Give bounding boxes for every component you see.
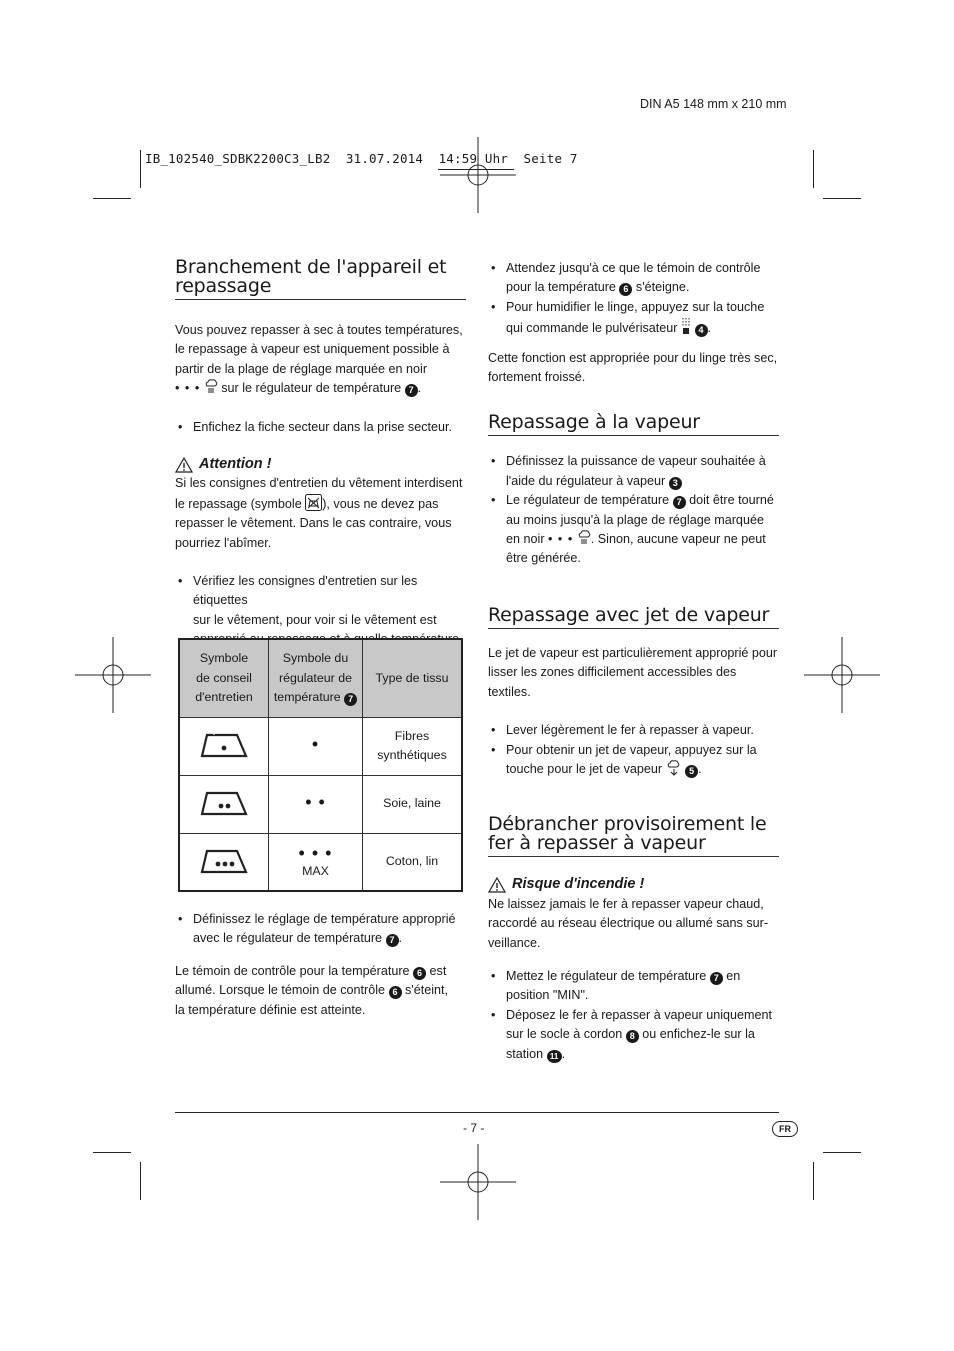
registration-mark-top (440, 137, 516, 213)
bullet-list-plug (175, 418, 466, 437)
iron-one-dot-icon (199, 727, 249, 759)
warning-triangle-icon (175, 457, 193, 473)
table-header-regulator-symbol: Symbole du régulateur de température 7 (269, 639, 363, 717)
warning-triangle-icon (488, 877, 506, 893)
right-column (488, 259, 779, 1064)
crop-mark (93, 198, 131, 199)
spray-icon (681, 317, 691, 335)
list-item: • Définissez la puissance de vapeur souhaitée à l'aide du régulateur à vapeur 3 (488, 452, 779, 491)
ref-number: 7 (673, 496, 686, 509)
table-row: • • • MAX Coton, lin (179, 833, 462, 891)
registration-mark-bottom (440, 1144, 516, 1220)
attention-heading: Attention ! (175, 455, 466, 474)
section-title-debrancher: Débrancher provisoirement le fer à repasser à vapeur (488, 815, 779, 857)
table-row: • Fibres synthétiques (179, 717, 462, 775)
list-item: • Définissez le réglage de température approprié avec le régulateur de température 7 . (175, 910, 466, 949)
list-item: • Pour obtenir un jet de vapeur, appuyez sur la touche pour le jet de vapeur 5 . (488, 741, 779, 780)
footer-rule (175, 1112, 779, 1113)
ref-number: 3 (669, 477, 682, 490)
attention-box: Attention ! Si les consignes d'entretien du vêtement interdisent le repassage (symbole ), vous ne devez pas repasser le vêtement. Dans le cas contraire, vous pourriez l'abîmer. (175, 455, 466, 553)
temp-dots: • (311, 734, 320, 755)
list-item: • Pour humidifier le linge, appuyez sur la touche qui commande le pulvérisateur 4 . (488, 298, 779, 339)
ref-number: 6 (413, 967, 426, 980)
bullet-list-wait (488, 259, 779, 339)
dry-paragraph: Cette fonction est appropriée pour du linge très sec, fortement froissé. (488, 350, 778, 385)
list-item: • Mettez le régulateur de température 7 en position "MIN". (488, 967, 779, 1006)
crop-mark (140, 1162, 141, 1200)
iron-two-dots-icon (199, 785, 249, 817)
registration-mark-right (804, 637, 880, 713)
jet-paragraph: Le jet de vapeur est particulièrement approprié pour lisser les zones difficilement accessibles des textiles. (488, 645, 778, 699)
table-header-care-symbol: Symbole de conseil d'entretien (179, 639, 269, 717)
fire-warning-box: Risque d'incendie ! Ne laissez jamais le fer à repasser vapeur chaud, raccordé au réseau électrique ou allumé sans sur- veillance. (488, 875, 779, 953)
section-title-jet: Repassage avec jet de vapeur (488, 606, 779, 629)
ref-number: 7 (405, 384, 418, 397)
crop-mark (823, 1152, 861, 1153)
ref-number: 7 (710, 972, 723, 985)
no-ironing-icon (305, 494, 322, 511)
iron-three-dots-icon (199, 843, 249, 875)
steam-jet-icon (666, 760, 682, 776)
list-item: • Attendez jusqu'à ce que le témoin de contrôle pour la température 6 s'éteigne. (488, 259, 779, 298)
lamp-paragraph: Le témoin de contrôle pour la température 6 est allumé. Lorsque le témoin de contrôle 6 s'éteint, la température définie est atteinte. (175, 963, 449, 1017)
temp-dots: • • • (298, 842, 333, 863)
fire-warning-heading: Risque d'incendie ! (488, 875, 779, 894)
table-header-fabric-type: Type de tissu (363, 639, 463, 717)
ref-number: 6 (389, 986, 402, 999)
bullet-list-set (175, 910, 466, 949)
list-item: • Lever légèrement le fer à repasser à vapeur. (488, 721, 779, 740)
crop-mark (93, 1152, 131, 1153)
print-format-label: DIN A5 148 mm x 210 mm (640, 97, 787, 111)
crop-mark (813, 150, 814, 188)
ref-number: 7 (344, 693, 357, 706)
registration-mark-left (75, 637, 151, 713)
ref-number: 8 (626, 1030, 639, 1043)
ref-number: 5 (685, 765, 698, 778)
table-row: • • Soie, laine (179, 775, 462, 833)
temp-dots: • • • (548, 532, 574, 547)
crop-mark (140, 150, 141, 188)
ref-number: 11 (547, 1050, 562, 1063)
ref-number: 4 (695, 324, 708, 337)
list-item: • Déposez le fer à repasser à vapeur uniquement sur le socle à cordon 8 ou enfichez-le sur la station 11 . (488, 1006, 779, 1064)
bullet-list-jet (488, 721, 779, 779)
steam-icon (577, 530, 591, 545)
temperature-table (178, 638, 463, 892)
left-column-bottom (175, 910, 466, 1020)
left-column (175, 258, 466, 650)
max-label: MAX (302, 863, 329, 878)
intro-paragraph: Vous pouvez repasser à sec à toutes températures, le repassage à vapeur est uniquement possible à partir de la plage de réglage marquée en noir • • • sur le régulateur de température 7 . (175, 323, 463, 396)
table-header-row (179, 639, 462, 717)
crop-mark (823, 198, 861, 199)
crop-mark (813, 1162, 814, 1200)
list-item: • Le régulateur de température 7 doit être tourné au moins jusqu'à la plage de réglage marquée en noir • • • . Sinon, aucune vapeur ne peut être générée. (488, 491, 779, 569)
print-job-line: IB_102540_SDBK2200C3_LB2 31.07.2014 14:59 Uhr Seite 7 (145, 151, 578, 166)
section-title-vapeur: Repassage à la vapeur (488, 413, 779, 436)
steam-icon (204, 379, 218, 394)
language-badge: FR (772, 1121, 798, 1137)
temp-dots: • • (305, 792, 326, 813)
page-number: - 7 - (463, 1121, 485, 1135)
temp-dots: • • • (175, 381, 201, 396)
list-item: • Enfichez la fiche secteur dans la prise secteur. (175, 418, 466, 437)
bullet-list-steam (488, 452, 779, 568)
ref-number: 6 (619, 283, 632, 296)
list-item: • Vérifiez les consignes d'entretien sur les étiquettes sur le vêtement, pour voir si le vêtement est (175, 572, 466, 650)
bullet-list-unplug (488, 967, 779, 1064)
section-title-branchement: Branchement de l'appareil et repassage (175, 258, 466, 300)
ref-number: 7 (386, 934, 399, 947)
